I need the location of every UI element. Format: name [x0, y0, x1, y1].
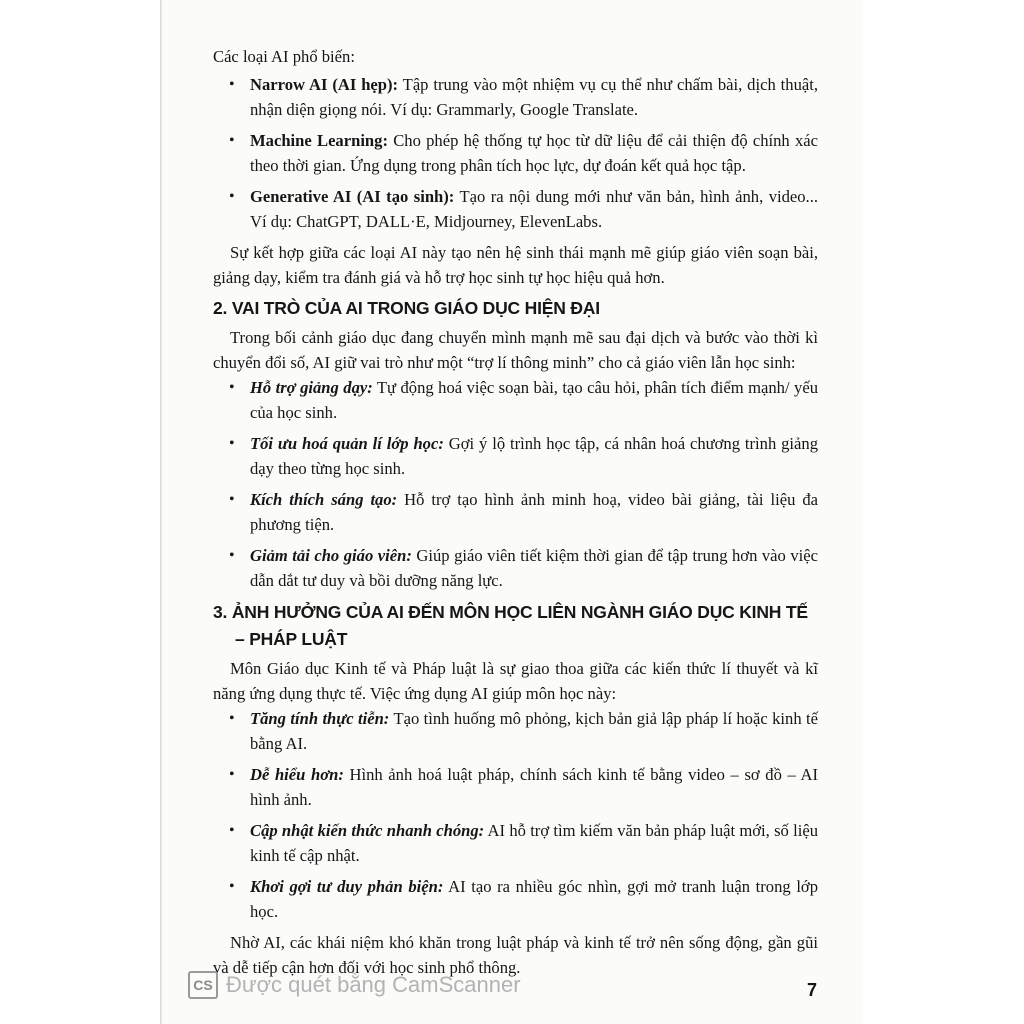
section-3-lead: Môn Giáo dục Kinh tế và Pháp luật là sự giao thoa giữa các kiến thức lí thuyết và kĩ năng ứng dụng thực tế. Việc ứng dụng AI giúp môn học này:	[213, 659, 818, 703]
list-item-term: Giảm tải cho giáo viên:	[250, 546, 412, 565]
ai-types-list	[213, 72, 818, 234]
section-3-heading-line1: 3. ẢNH HƯỞNG CỦA AI ĐẾN MÔN HỌC LIÊN NGÀNH GIÁO DỤC KINH TẾ	[213, 602, 808, 622]
bullet-icon: •	[229, 547, 235, 564]
list-item-text: Cho phép hệ thống tự học từ dữ liệu để cải thiện độ chính xác theo thời gian. Ứng dụng trong phân tích học lực, dự đoán kết quả học tập.	[250, 131, 818, 175]
intro-lead: Các loại AI phổ biến:	[213, 47, 355, 66]
section-3-closing: Nhờ AI, các khái niệm khó khăn trong luật pháp và kinh tế trở nên sống động, gần gũi và dễ tiếp cận hơn đối với học sinh phổ thông.	[213, 933, 818, 977]
section-3-heading	[213, 599, 818, 653]
bullet-icon: •	[229, 379, 235, 396]
section-3-heading-line2: – PHÁP LUẬT	[235, 629, 348, 649]
camscanner-logo-icon: CS	[188, 971, 218, 999]
list-item-text: Tập trung vào một nhiệm vụ cụ thể như chấm bài, dịch thuật, nhận diện giọng nói. Ví dụ: Grammarly, Google Translate.	[250, 75, 818, 119]
list-item	[213, 762, 818, 812]
list-item	[213, 818, 818, 868]
bullet-icon: •	[229, 766, 235, 783]
list-item-text: Giúp giáo viên tiết kiệm thời gian để tập trung hơn vào việc dẫn dắt tư duy và bồi dưỡng năng lực.	[250, 546, 818, 590]
bullet-icon: •	[229, 710, 235, 727]
list-item-term: Machine Learning:	[250, 131, 388, 150]
bullet-icon: •	[229, 491, 235, 508]
list-item-text: Gợi ý lộ trình học tập, cá nhân hoá chương trình giảng dạy theo từng học sinh.	[250, 434, 818, 478]
list-item-text: Hình ảnh hoá luật pháp, chính sách kinh tế bằng video – sơ đồ – AI hình ảnh.	[250, 765, 818, 809]
bullet-icon: •	[229, 132, 235, 149]
list-item-term: Narrow AI (AI hẹp):	[250, 75, 399, 94]
camscanner-watermark	[188, 970, 521, 1000]
page-body	[213, 44, 818, 980]
list-item-term: Tối ưu hoá quản lí lớp học:	[250, 434, 444, 453]
list-item-term: Cập nhật kiến thức nhanh chóng:	[250, 821, 485, 840]
list-item-term: Generative AI (AI tạo sinh):	[250, 187, 455, 206]
list-item-text: Hỗ trợ tạo hình ảnh minh hoạ, video bài giảng, tài liệu đa phương tiện.	[250, 490, 818, 534]
bullet-icon: •	[229, 188, 235, 205]
list-item-text: AI hỗ trợ tìm kiếm văn bản pháp luật mới, số liệu kinh tế cập nhật.	[250, 821, 818, 865]
list-item-term: Tăng tính thực tiễn:	[250, 709, 390, 728]
bullet-icon: •	[229, 76, 235, 93]
list-item-term: Kích thích sáng tạo:	[250, 490, 398, 509]
list-item-term: Khơi gợi tư duy phản biện:	[250, 877, 444, 896]
list-item-text: Tạo ra nội dung mới như văn bản, hình ảnh, video... Ví dụ: ChatGPT, DALL·E, Midjourney, ElevenLabs.	[250, 187, 819, 231]
bullet-icon: •	[229, 878, 235, 895]
watermark-text: Được quét bằng CamScanner	[226, 972, 521, 997]
section-2-lead: Trong bối cảnh giáo dục đang chuyển mình mạnh mẽ sau đại dịch và bước vào thời kì chuyển đổi số, AI giữ vai trò như một “trợ lí thông minh” cho cả giáo viên lẫn học sinh:	[213, 328, 818, 372]
section-2-heading: 2. VAI TRÒ CỦA AI TRONG GIÁO DỤC HIỆN ĐẠI	[213, 298, 600, 318]
list-item-term: Dễ hiểu hơn:	[250, 765, 344, 784]
list-item	[213, 487, 818, 537]
list-item-text: Tự động hoá việc soạn bài, tạo câu hỏi, phân tích điểm mạnh/ yếu của học sinh.	[250, 378, 818, 422]
list-item	[213, 706, 818, 756]
list-item	[213, 874, 818, 924]
list-item	[213, 128, 818, 178]
ai-roles-list	[213, 375, 818, 593]
list-item-text: Tạo tình huống mô phỏng, kịch bản giả lập pháp lí hoặc kinh tế bằng AI.	[250, 709, 818, 753]
list-item	[213, 431, 818, 481]
intro-closing: Sự kết hợp giữa các loại AI này tạo nên hệ sinh thái mạnh mẽ giúp giáo viên soạn bài, giảng dạy, kiểm tra đánh giá và hỗ trợ học sinh tự học hiệu quả hơn.	[213, 243, 818, 287]
list-item	[213, 184, 818, 234]
list-item	[213, 72, 818, 122]
list-item-text: AI tạo ra nhiều góc nhìn, gợi mở tranh luận trong lớp học.	[250, 877, 819, 921]
list-item	[213, 375, 818, 425]
ai-impact-list	[213, 706, 818, 924]
bullet-icon: •	[229, 435, 235, 452]
list-item	[213, 543, 818, 593]
page-number: 7	[807, 980, 818, 1000]
bullet-icon: •	[229, 822, 235, 839]
list-item-term: Hỗ trợ giảng dạy:	[250, 378, 373, 397]
